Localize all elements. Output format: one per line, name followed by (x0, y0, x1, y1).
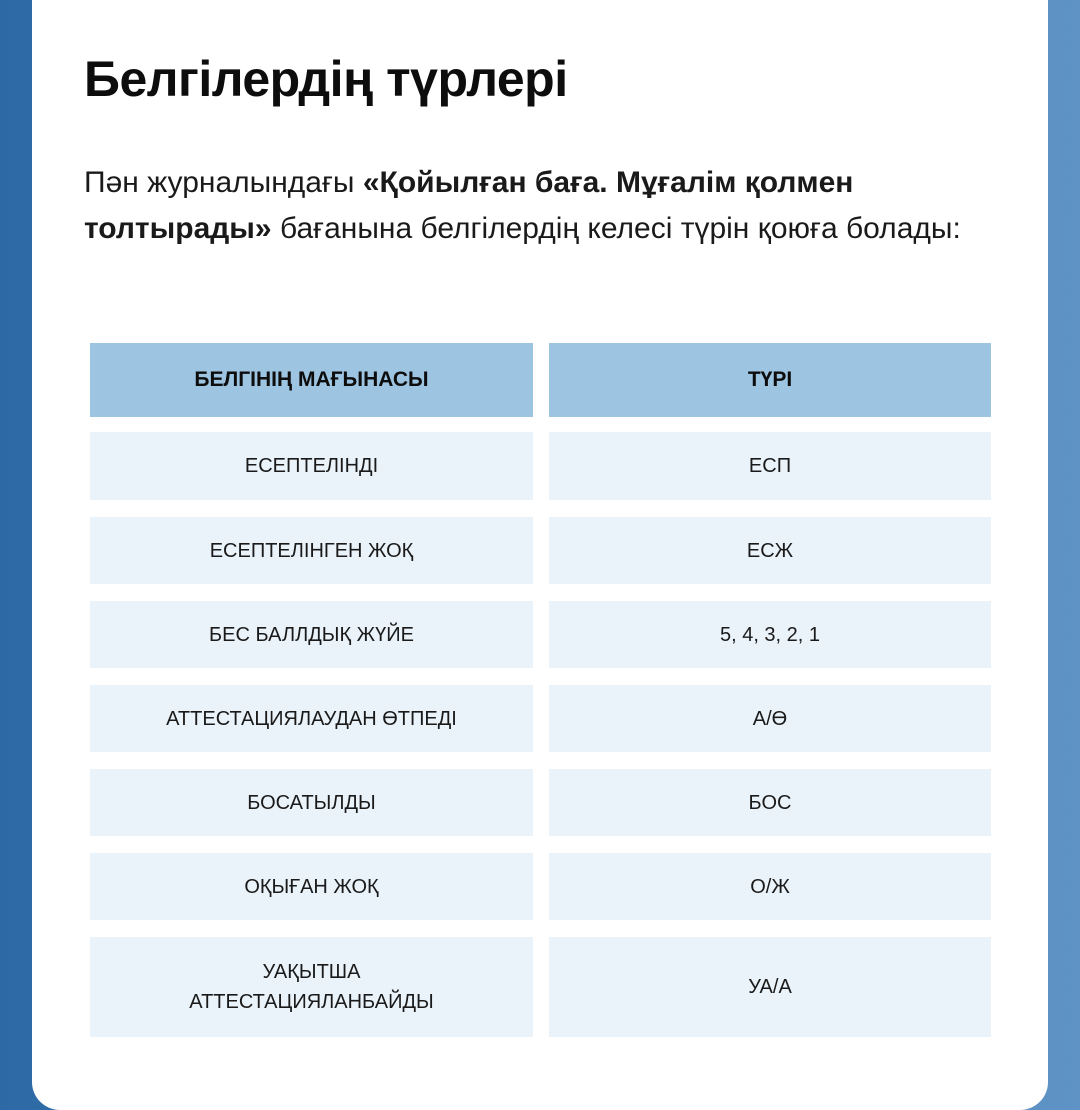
intro-text: Пән журналындағы (84, 166, 363, 199)
cell-type: УА/А (549, 937, 991, 1037)
cell-type: А/Ө (549, 685, 991, 752)
cell-meaning: БОСАТЫЛДЫ (90, 769, 533, 836)
cell-meaning: ЕСЕПТЕЛІНДІ (90, 432, 533, 500)
cell-type: ЕСП (549, 432, 991, 500)
cell-meaning: ОҚЫҒАН ЖОҚ (90, 853, 533, 920)
header-meaning: БЕЛГІНІҢ МАҒЫНАСЫ (90, 343, 533, 417)
cell-type: 5, 4, 3, 2, 1 (549, 601, 991, 668)
cell-meaning: БЕС БАЛЛДЫҚ ЖҮЙЕ (90, 601, 533, 668)
intro-paragraph (84, 160, 1004, 252)
cell-type: БОС (549, 769, 991, 836)
cell-type: О/Ж (549, 853, 991, 920)
cell-type: ЕСЖ (549, 517, 991, 584)
page-title: Белгілердің түрлері (84, 51, 568, 107)
cell-meaning: АТТЕСТАЦИЯЛАУДАН ӨТПЕДІ (90, 685, 533, 752)
cell-meaning: УАҚЫТША АТТЕСТАЦИЯЛАНБАЙДЫ (90, 937, 533, 1037)
intro-text-end: бағанына белгілердің келесі түрін қоюға болады: (271, 212, 961, 245)
intro-bold-text: «Қойылған баға. Мұғалім қолмен толтырады» (84, 166, 854, 245)
header-type: ТҮРІ (549, 343, 991, 417)
cell-meaning: ЕСЕПТЕЛІНГЕН ЖОҚ (90, 517, 533, 584)
